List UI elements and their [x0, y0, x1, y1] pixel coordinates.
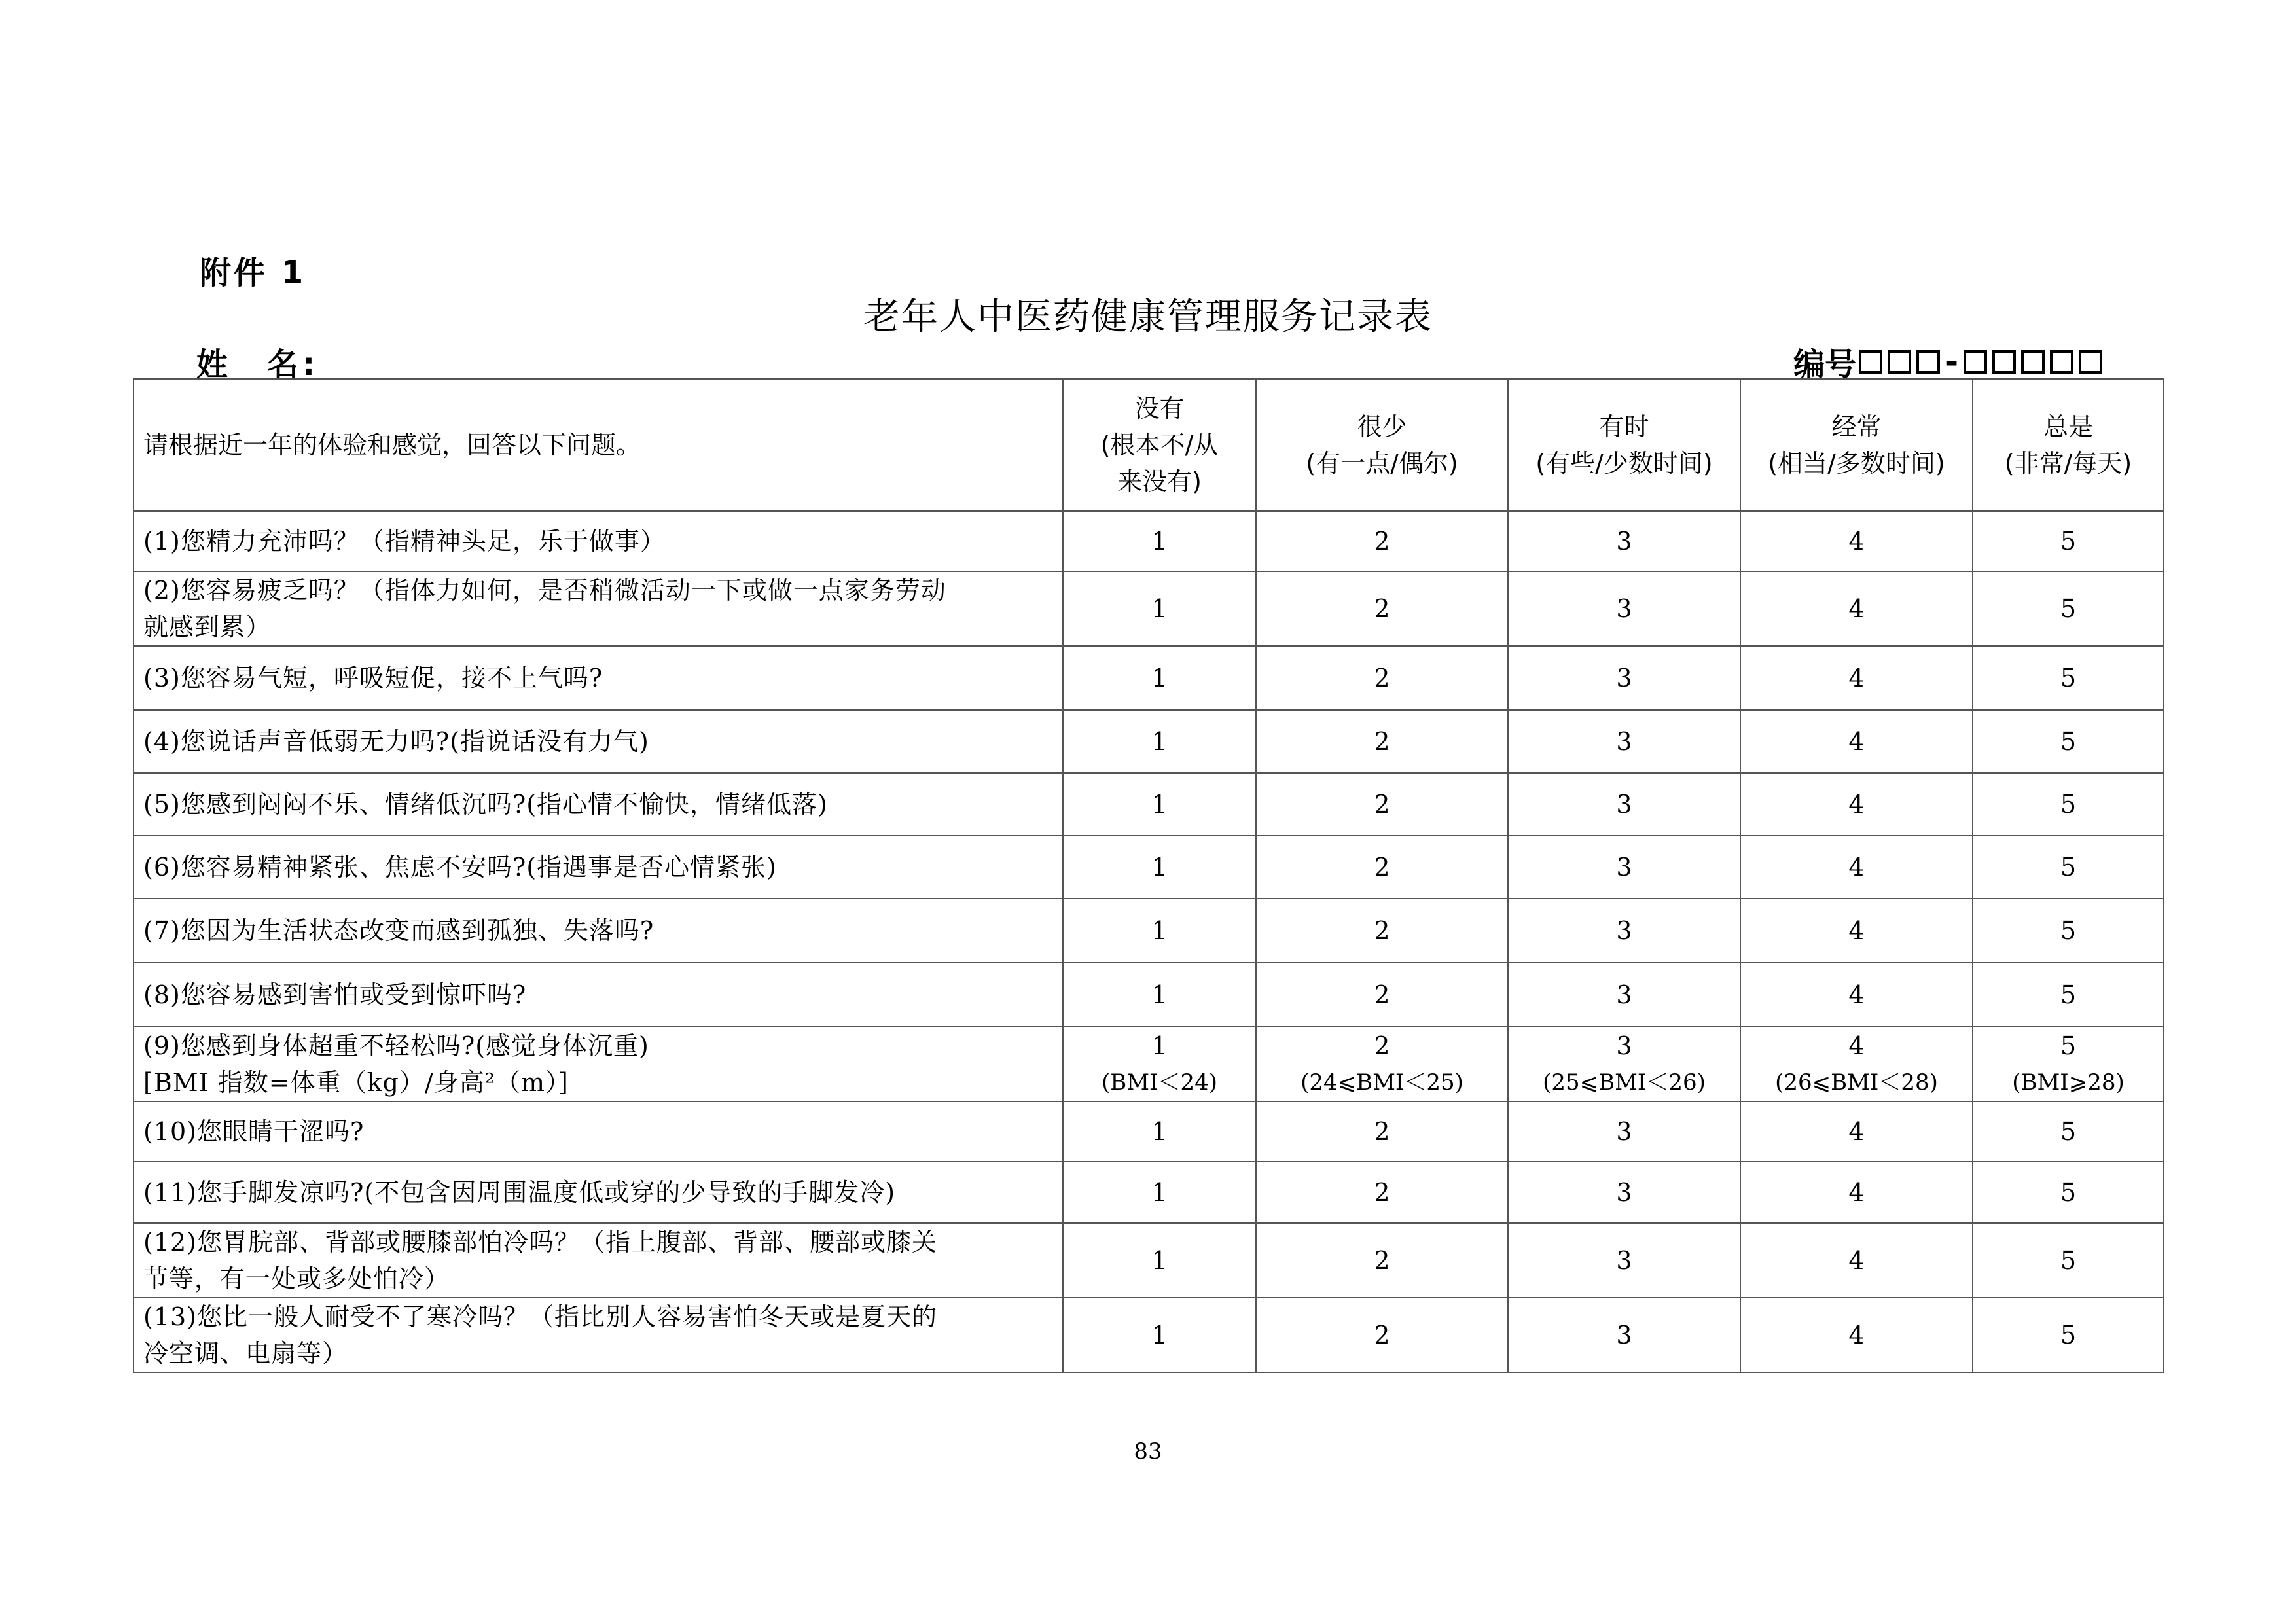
score-value: 3: [1616, 664, 1632, 692]
score-cell[interactable]: [1973, 1162, 2164, 1223]
score-cell[interactable]: [1740, 511, 1973, 571]
score-cell[interactable]: [1740, 1298, 1973, 1372]
score-value: 5: [2060, 527, 2077, 556]
score-value: 1: [1151, 853, 1168, 882]
score-value: 1: [1151, 1178, 1168, 1207]
score-value: 4: [1848, 727, 1865, 756]
score-cell[interactable]: [1508, 1162, 1740, 1223]
score-cell[interactable]: [1508, 1027, 1740, 1101]
question-text: [134, 1162, 1063, 1223]
table-header-row: [134, 379, 2164, 511]
score-value: 1: [1151, 1031, 1168, 1060]
score-cell[interactable]: [1508, 773, 1740, 836]
score-value: 1: [1151, 1246, 1168, 1275]
score-cell[interactable]: [1063, 963, 1256, 1027]
bmi-range: (BMI⩾28): [2012, 1069, 2125, 1096]
question-row: [134, 963, 2164, 1027]
score-value: 4: [1848, 916, 1865, 945]
page-number: 83: [1134, 1438, 1162, 1465]
option-label: 经常: [1831, 412, 1882, 441]
score-cell[interactable]: [1740, 836, 1973, 899]
serial-number: [1793, 339, 2105, 384]
score-value: 2: [1374, 916, 1390, 945]
option-header-sometimes: [1508, 379, 1740, 511]
question-line: 节等，有一处或多处怕冷）: [143, 1264, 450, 1293]
score-cell[interactable]: [1973, 1027, 2164, 1101]
question-line: (6)您容易精神紧张、焦虑不安吗?(指遇事是否心情紧张): [143, 853, 777, 882]
score-value: 3: [1616, 1117, 1632, 1146]
score-value: 3: [1616, 1178, 1632, 1207]
score-cell[interactable]: [1740, 773, 1973, 836]
score-cell[interactable]: [1256, 899, 1508, 963]
score-value: 2: [1374, 790, 1390, 819]
score-value: 5: [2060, 1178, 2077, 1207]
score-value: 3: [1616, 1031, 1632, 1060]
score-cell[interactable]: [1973, 710, 2164, 773]
score-cell[interactable]: [1973, 571, 2164, 646]
score-cell[interactable]: [1740, 1101, 1973, 1162]
question-line: (13)您比一般人耐受不了寒冷吗？（指比别人容易害怕冬天或是夏天的: [143, 1302, 938, 1331]
score-value: 1: [1151, 1321, 1168, 1349]
score-value: 2: [1374, 1321, 1390, 1349]
question-row: [134, 1298, 2164, 1372]
score-value: 5: [2060, 916, 2077, 945]
score-cell[interactable]: [1063, 710, 1256, 773]
score-value: 2: [1374, 1178, 1390, 1207]
question-row: [134, 1223, 2164, 1298]
score-value: 2: [1374, 727, 1390, 756]
code-box: [1888, 350, 1911, 374]
question-row: [134, 1027, 2164, 1101]
score-cell[interactable]: [1063, 899, 1256, 963]
option-label: 总是: [2043, 412, 2093, 441]
question-row: [134, 773, 2164, 836]
score-cell[interactable]: [1256, 1298, 1508, 1372]
score-value: 5: [2060, 1117, 2077, 1146]
score-cell[interactable]: [1508, 836, 1740, 899]
serial-number-label: 编号: [1793, 346, 1857, 383]
question-line: (3)您容易气短，呼吸短促，接不上气吗?: [143, 664, 603, 692]
score-cell[interactable]: [1973, 511, 2164, 571]
question-line: (8)您容易感到害怕或受到惊吓吗?: [143, 980, 527, 1009]
option-description: (根本不/从: [1100, 431, 1219, 459]
option-label: 有时: [1599, 412, 1649, 441]
bmi-range: (25⩽BMI＜26): [1543, 1069, 1706, 1096]
question-line: (10)您眼睛干涩吗?: [143, 1117, 365, 1146]
score-value: 2: [1374, 594, 1390, 623]
question-text: [134, 710, 1063, 773]
score-cell[interactable]: [1740, 710, 1973, 773]
score-cell[interactable]: [1740, 899, 1973, 963]
option-label: 没有: [1134, 394, 1185, 423]
question-text: [134, 836, 1063, 899]
score-value: 2: [1374, 1246, 1390, 1275]
score-cell[interactable]: [1256, 1162, 1508, 1223]
question-line: (2)您容易疲乏吗？（指体力如何，是否稍微活动一下或做一点家务劳动: [143, 576, 946, 605]
score-cell[interactable]: [1508, 571, 1740, 646]
score-value: 5: [2060, 1031, 2077, 1060]
score-value: 2: [1374, 1117, 1390, 1146]
score-cell[interactable]: [1256, 571, 1508, 646]
code-separator: -: [1945, 343, 1958, 380]
score-cell[interactable]: [1508, 963, 1740, 1027]
question-row: [134, 1162, 2164, 1223]
question-line: (12)您胃脘部、背部或腰膝部怕冷吗？（指上腹部、背部、腰部或膝关: [143, 1228, 938, 1257]
attachment-label: 附件 1: [200, 255, 306, 291]
option-description: 来没有): [1117, 467, 1202, 496]
score-cell[interactable]: [1256, 710, 1508, 773]
code-box: [1916, 350, 1940, 374]
score-cell[interactable]: [1063, 511, 1256, 571]
score-cell[interactable]: [1508, 646, 1740, 710]
score-cell[interactable]: [1256, 646, 1508, 710]
bmi-range: (BMI＜24): [1101, 1069, 1218, 1096]
score-value: 2: [1374, 980, 1390, 1009]
name-field-label: 姓 名:: [196, 346, 319, 383]
score-cell[interactable]: [1973, 899, 2164, 963]
score-value: 5: [2060, 853, 2077, 882]
score-value: 3: [1616, 790, 1632, 819]
score-value: 2: [1374, 664, 1390, 692]
score-cell[interactable]: [1063, 1298, 1256, 1372]
question-row: [134, 571, 2164, 646]
option-header-often: [1740, 379, 1973, 511]
question-text: [134, 899, 1063, 963]
question-row: [134, 1101, 2164, 1162]
option-label: 很少: [1357, 412, 1407, 441]
code-box: [2050, 350, 2073, 374]
score-value: 1: [1151, 527, 1168, 556]
question-row: [134, 710, 2164, 773]
score-cell[interactable]: [1740, 963, 1973, 1027]
question-row: [134, 899, 2164, 963]
option-header-rarely: [1256, 379, 1508, 511]
bmi-range: (26⩽BMI＜28): [1775, 1069, 1938, 1096]
score-cell[interactable]: [1973, 963, 2164, 1027]
score-value: 1: [1151, 727, 1168, 756]
score-value: 4: [1848, 664, 1865, 692]
question-line: (9)您感到身体超重不轻松吗?(感觉身体沉重): [143, 1031, 649, 1060]
score-value: 4: [1848, 527, 1865, 556]
option-description: (非常/每天): [2004, 449, 2132, 478]
instruction-header: 请根据近一年的体验和感觉，回答以下问题。: [134, 379, 1063, 511]
score-cell[interactable]: [1508, 1101, 1740, 1162]
page-title: 老年人中医药健康管理服务记录表: [863, 296, 1433, 338]
score-cell[interactable]: [1063, 1101, 1256, 1162]
score-value: 1: [1151, 916, 1168, 945]
score-cell[interactable]: [1740, 646, 1973, 710]
score-value: 3: [1616, 1321, 1632, 1349]
score-value: 3: [1616, 1246, 1632, 1275]
score-value: 4: [1848, 1246, 1865, 1275]
option-description: (相当/多数时间): [1768, 449, 1945, 478]
score-value: 5: [2060, 727, 2077, 756]
score-value: 5: [2060, 980, 2077, 1009]
score-cell[interactable]: [1508, 710, 1740, 773]
score-cell[interactable]: [1973, 1101, 2164, 1162]
score-cell[interactable]: [1063, 1223, 1256, 1298]
score-value: 5: [2060, 790, 2077, 819]
question-line: (7)您因为生活状态改变而感到孤独、失落吗?: [143, 916, 655, 945]
score-value: 4: [1848, 594, 1865, 623]
score-cell[interactable]: [1063, 1162, 1256, 1223]
question-text: [134, 773, 1063, 836]
score-value: 4: [1848, 853, 1865, 882]
question-line: (1)您精力充沛吗？（指精神头足，乐于做事）: [143, 527, 666, 556]
score-value: 3: [1616, 980, 1632, 1009]
questionnaire-table: [133, 378, 2164, 1373]
score-value: 4: [1848, 1321, 1865, 1349]
score-value: 3: [1616, 916, 1632, 945]
score-value: 4: [1848, 790, 1865, 819]
score-value: 4: [1848, 1031, 1865, 1060]
score-value: 1: [1151, 664, 1168, 692]
bmi-range: (24⩽BMI＜25): [1300, 1069, 1463, 1096]
score-value: 4: [1848, 980, 1865, 1009]
score-value: 4: [1848, 1117, 1865, 1146]
score-cell[interactable]: [1973, 646, 2164, 710]
code-box: [1992, 350, 2016, 374]
question-line: 就感到累）: [143, 613, 272, 641]
score-cell[interactable]: [1256, 511, 1508, 571]
score-cell[interactable]: [1256, 773, 1508, 836]
question-text: [134, 963, 1063, 1027]
question-line: 冷空调、电扇等）: [143, 1339, 348, 1368]
code-box: [2021, 350, 2045, 374]
question-text: [134, 1298, 1063, 1372]
question-text: [134, 511, 1063, 571]
score-cell[interactable]: [1508, 1223, 1740, 1298]
score-cell[interactable]: [1256, 1101, 1508, 1162]
score-cell[interactable]: [1063, 836, 1256, 899]
score-cell[interactable]: [1256, 836, 1508, 899]
question-text: [134, 1223, 1063, 1298]
option-description: (有些/少数时间): [1535, 449, 1713, 478]
option-header-always: [1973, 379, 2164, 511]
score-value: 1: [1151, 594, 1168, 623]
score-value: 2: [1374, 853, 1390, 882]
code-box: [1859, 350, 1882, 374]
option-header-never: [1063, 379, 1256, 511]
score-cell[interactable]: [1063, 773, 1256, 836]
score-value: 3: [1616, 727, 1632, 756]
code-box: [2079, 350, 2102, 374]
question-line: [BMI 指数=体重（kg）/身高²（m）]: [143, 1068, 569, 1097]
score-value: 5: [2060, 594, 2077, 623]
score-cell[interactable]: [1063, 646, 1256, 710]
score-cell[interactable]: [1508, 1298, 1740, 1372]
question-text: [134, 571, 1063, 646]
score-value: 3: [1616, 594, 1632, 623]
option-description: (有一点/偶尔): [1306, 449, 1458, 478]
question-line: (11)您手脚发凉吗?(不包含因周围温度低或穿的少导致的手脚发冷): [143, 1178, 896, 1207]
score-cell[interactable]: [1740, 1223, 1973, 1298]
score-value: 1: [1151, 790, 1168, 819]
score-cell[interactable]: [1063, 1027, 1256, 1101]
score-cell[interactable]: [1740, 1027, 1973, 1101]
question-text: [134, 1101, 1063, 1162]
score-value: 2: [1374, 1031, 1390, 1060]
score-cell[interactable]: [1256, 1027, 1508, 1101]
question-text: [134, 646, 1063, 710]
score-value: 2: [1374, 527, 1390, 556]
score-cell[interactable]: [1740, 571, 1973, 646]
question-line: (5)您感到闷闷不乐、情绪低沉吗?(指心情不愉快，情绪低落): [143, 790, 828, 819]
question-row: [134, 836, 2164, 899]
question-row: [134, 646, 2164, 710]
score-cell[interactable]: [1256, 1223, 1508, 1298]
score-value: 4: [1848, 1178, 1865, 1207]
score-cell[interactable]: [1256, 963, 1508, 1027]
score-cell[interactable]: [1740, 1162, 1973, 1223]
score-value: 1: [1151, 1117, 1168, 1146]
score-cell[interactable]: [1508, 511, 1740, 571]
score-cell[interactable]: [1063, 571, 1256, 646]
question-row: [134, 511, 2164, 571]
score-value: 5: [2060, 664, 2077, 692]
score-value: 3: [1616, 853, 1632, 882]
score-cell[interactable]: [1973, 773, 2164, 836]
score-cell[interactable]: [1508, 899, 1740, 963]
score-cell[interactable]: [1973, 836, 2164, 899]
score-value: 5: [2060, 1246, 2077, 1275]
score-cell[interactable]: [1973, 1223, 2164, 1298]
score-cell[interactable]: [1973, 1298, 2164, 1372]
question-line: (4)您说话声音低弱无力吗?(指说话没有力气): [143, 727, 649, 756]
score-value: 1: [1151, 980, 1168, 1009]
score-value: 5: [2060, 1321, 2077, 1349]
code-box: [1964, 350, 1987, 374]
question-text: [134, 1027, 1063, 1101]
score-value: 3: [1616, 527, 1632, 556]
